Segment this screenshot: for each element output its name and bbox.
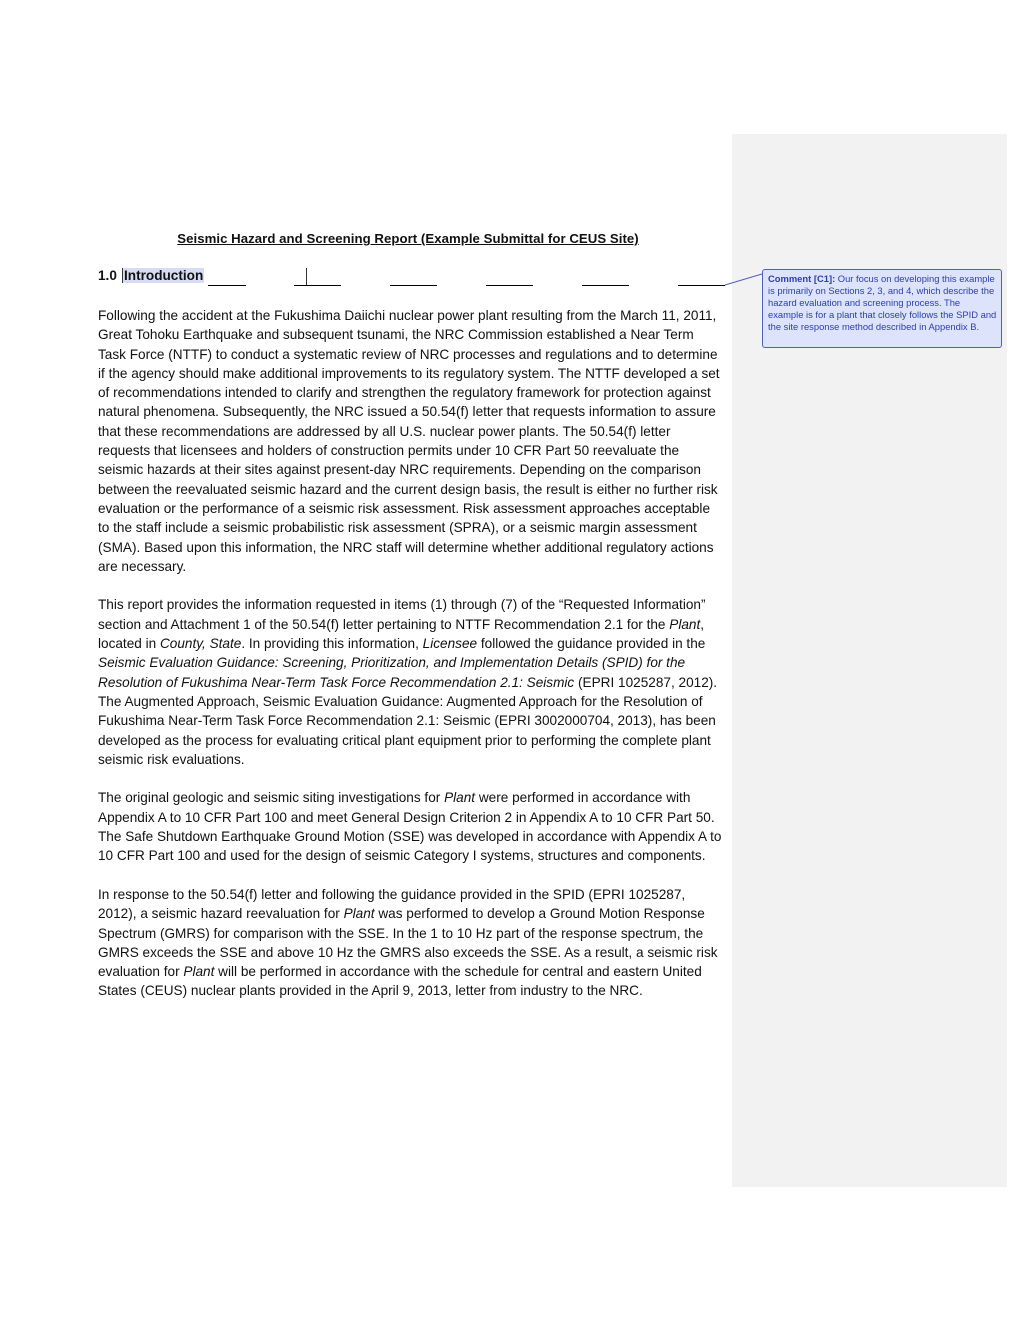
body-paragraph <box>98 595 722 769</box>
paragraph-text: In response to the 50.54(f) letter and following the guidance provided in the SPID (EPRI 1025287, 2012), a seismic hazard reevaluation for <box>98 886 686 922</box>
tab-leader <box>582 285 629 286</box>
paragraph-text: This report provides the information requested in items (1) through (7) of the “Requested Information” section and Attachment 1 of the 50.54(f) letter pertaining to NTTF Recommendation 2.1 for the <box>98 597 706 632</box>
paragraph-text: will be performed in accordance with the schedule for central and eastern United States (CEUS) nuclear plants provided in the April 9, 2013, letter from industry to the NRC. <box>98 964 702 999</box>
body-paragraph <box>98 885 722 1001</box>
italic-text: Seismic Evaluation Guidance: Screening, Prioritization, and Implementation Details (SPID) for the Resolution of Fukushima Near-Term Task Force Recommendation 2.1: Seismic <box>98 655 686 690</box>
paragraph-text: were performed in accordance with Appendix A to 10 CFR Part 100 and meet General Design Criterion 2 in Appendix A to 10 CFR Part 50. The Safe Shutdown Earthquake Ground Motion (SSE) was developed in accordance with Appendix A to 10 CFR Part 100 and used for the design of seismic Category I systems, structures and components. <box>98 790 722 864</box>
comment-text: Our focus on developing this example is primarily on Sections 2, 3, and 4, which describe the hazard evaluation and screening process. The example is for a plant that closely follows the SPID and the site response method described in Appendix B. <box>768 273 997 333</box>
tab-leader <box>678 285 725 286</box>
italic-text: Plant <box>183 964 215 980</box>
italic-text: Plant <box>669 616 701 632</box>
tab-leader <box>208 285 246 286</box>
document-body <box>98 306 722 1020</box>
italic-text: Plant <box>343 906 375 922</box>
paragraph-text: , located in <box>98 616 705 652</box>
section-number: 1.0 <box>98 268 117 283</box>
document-title: Seismic Hazard and Screening Report (Example Submittal for CEUS Site) <box>177 231 639 246</box>
tab-leader <box>486 285 533 286</box>
comment-balloon[interactable] <box>762 269 1002 348</box>
tab-leader <box>390 285 437 286</box>
italic-text: Plant <box>444 790 476 806</box>
paragraph-text: . In providing this information, <box>241 636 423 652</box>
tab-leader <box>294 285 341 286</box>
paragraph-text: was performed to develop a Ground Motion Response Spectrum (GMRS) for comparison with the SSE. In the 1 to 10 Hz part of the response spectrum, the GMRS exceeds the SSE and above 10 Hz the GMRS also exceeds the SSE. As a result, a seismic risk evaluation for <box>98 906 718 980</box>
italic-text: County, State <box>159 636 242 652</box>
body-paragraph <box>98 788 722 865</box>
paragraph-text: The original geologic and seismic siting investigations for <box>98 790 445 806</box>
comment-author: Comment [C1]: <box>768 273 836 284</box>
paragraph-text: Following the accident at the Fukushima Daiichi nuclear power plant resulting from the March 11, 2011, Great Tohoku Earthquake and subsequent tsunami, the NRC Commission established a Near Term Task Force (NTTF) to conduct a systematic review of NRC processes and regulations and to determine if the agency should make additional improvements to its regulatory system. The NTTF developed a set of recommendations intended to clarify and strengthen the regulatory framework for protection against natural phenomena. Subsequently, the NRC issued a 50.54(f) letter that requests information to assure that these recommendations are addressed by all U.S. nuclear power plants. The 50.54(f) letter requests that licensees and holders of construction permits under 10 CFR Part 50 reevaluate the seismic hazards at their sites against present-day NRC requirements. Depending on the comparison between the reevaluated seismic hazard and the current design basis, the result is either no further risk evaluation or the performance of a seismic risk assessment. Risk assessment approaches acceptable to the staff include a seismic probabilistic risk assessment (SPRA), or a seismic margin assessment (SMA). Based upon this information, the NRC staff will determine whether additional regulatory actions are necessary. <box>98 308 720 574</box>
paragraph-text: (EPRI 1025287, 2012). The Augmented Approach, Seismic Evaluation Guidance: Augmented Approach for the Resolution of Fukushima Near-Term Task Force Recommendation 2.1: Seismic (EPRI 3002000704, 2013), has been developed as the process for evaluating critical plant equipment prior to performing the complete plant seismic risk evaluations. <box>98 674 718 767</box>
comment-anchor-marker <box>306 268 307 285</box>
paragraph-text: followed the guidance provided in the <box>477 636 706 652</box>
section-heading[interactable] <box>98 268 728 288</box>
italic-text: Licensee <box>422 636 478 652</box>
section-title[interactable]: Introduction <box>124 268 204 283</box>
body-paragraph <box>98 306 722 576</box>
